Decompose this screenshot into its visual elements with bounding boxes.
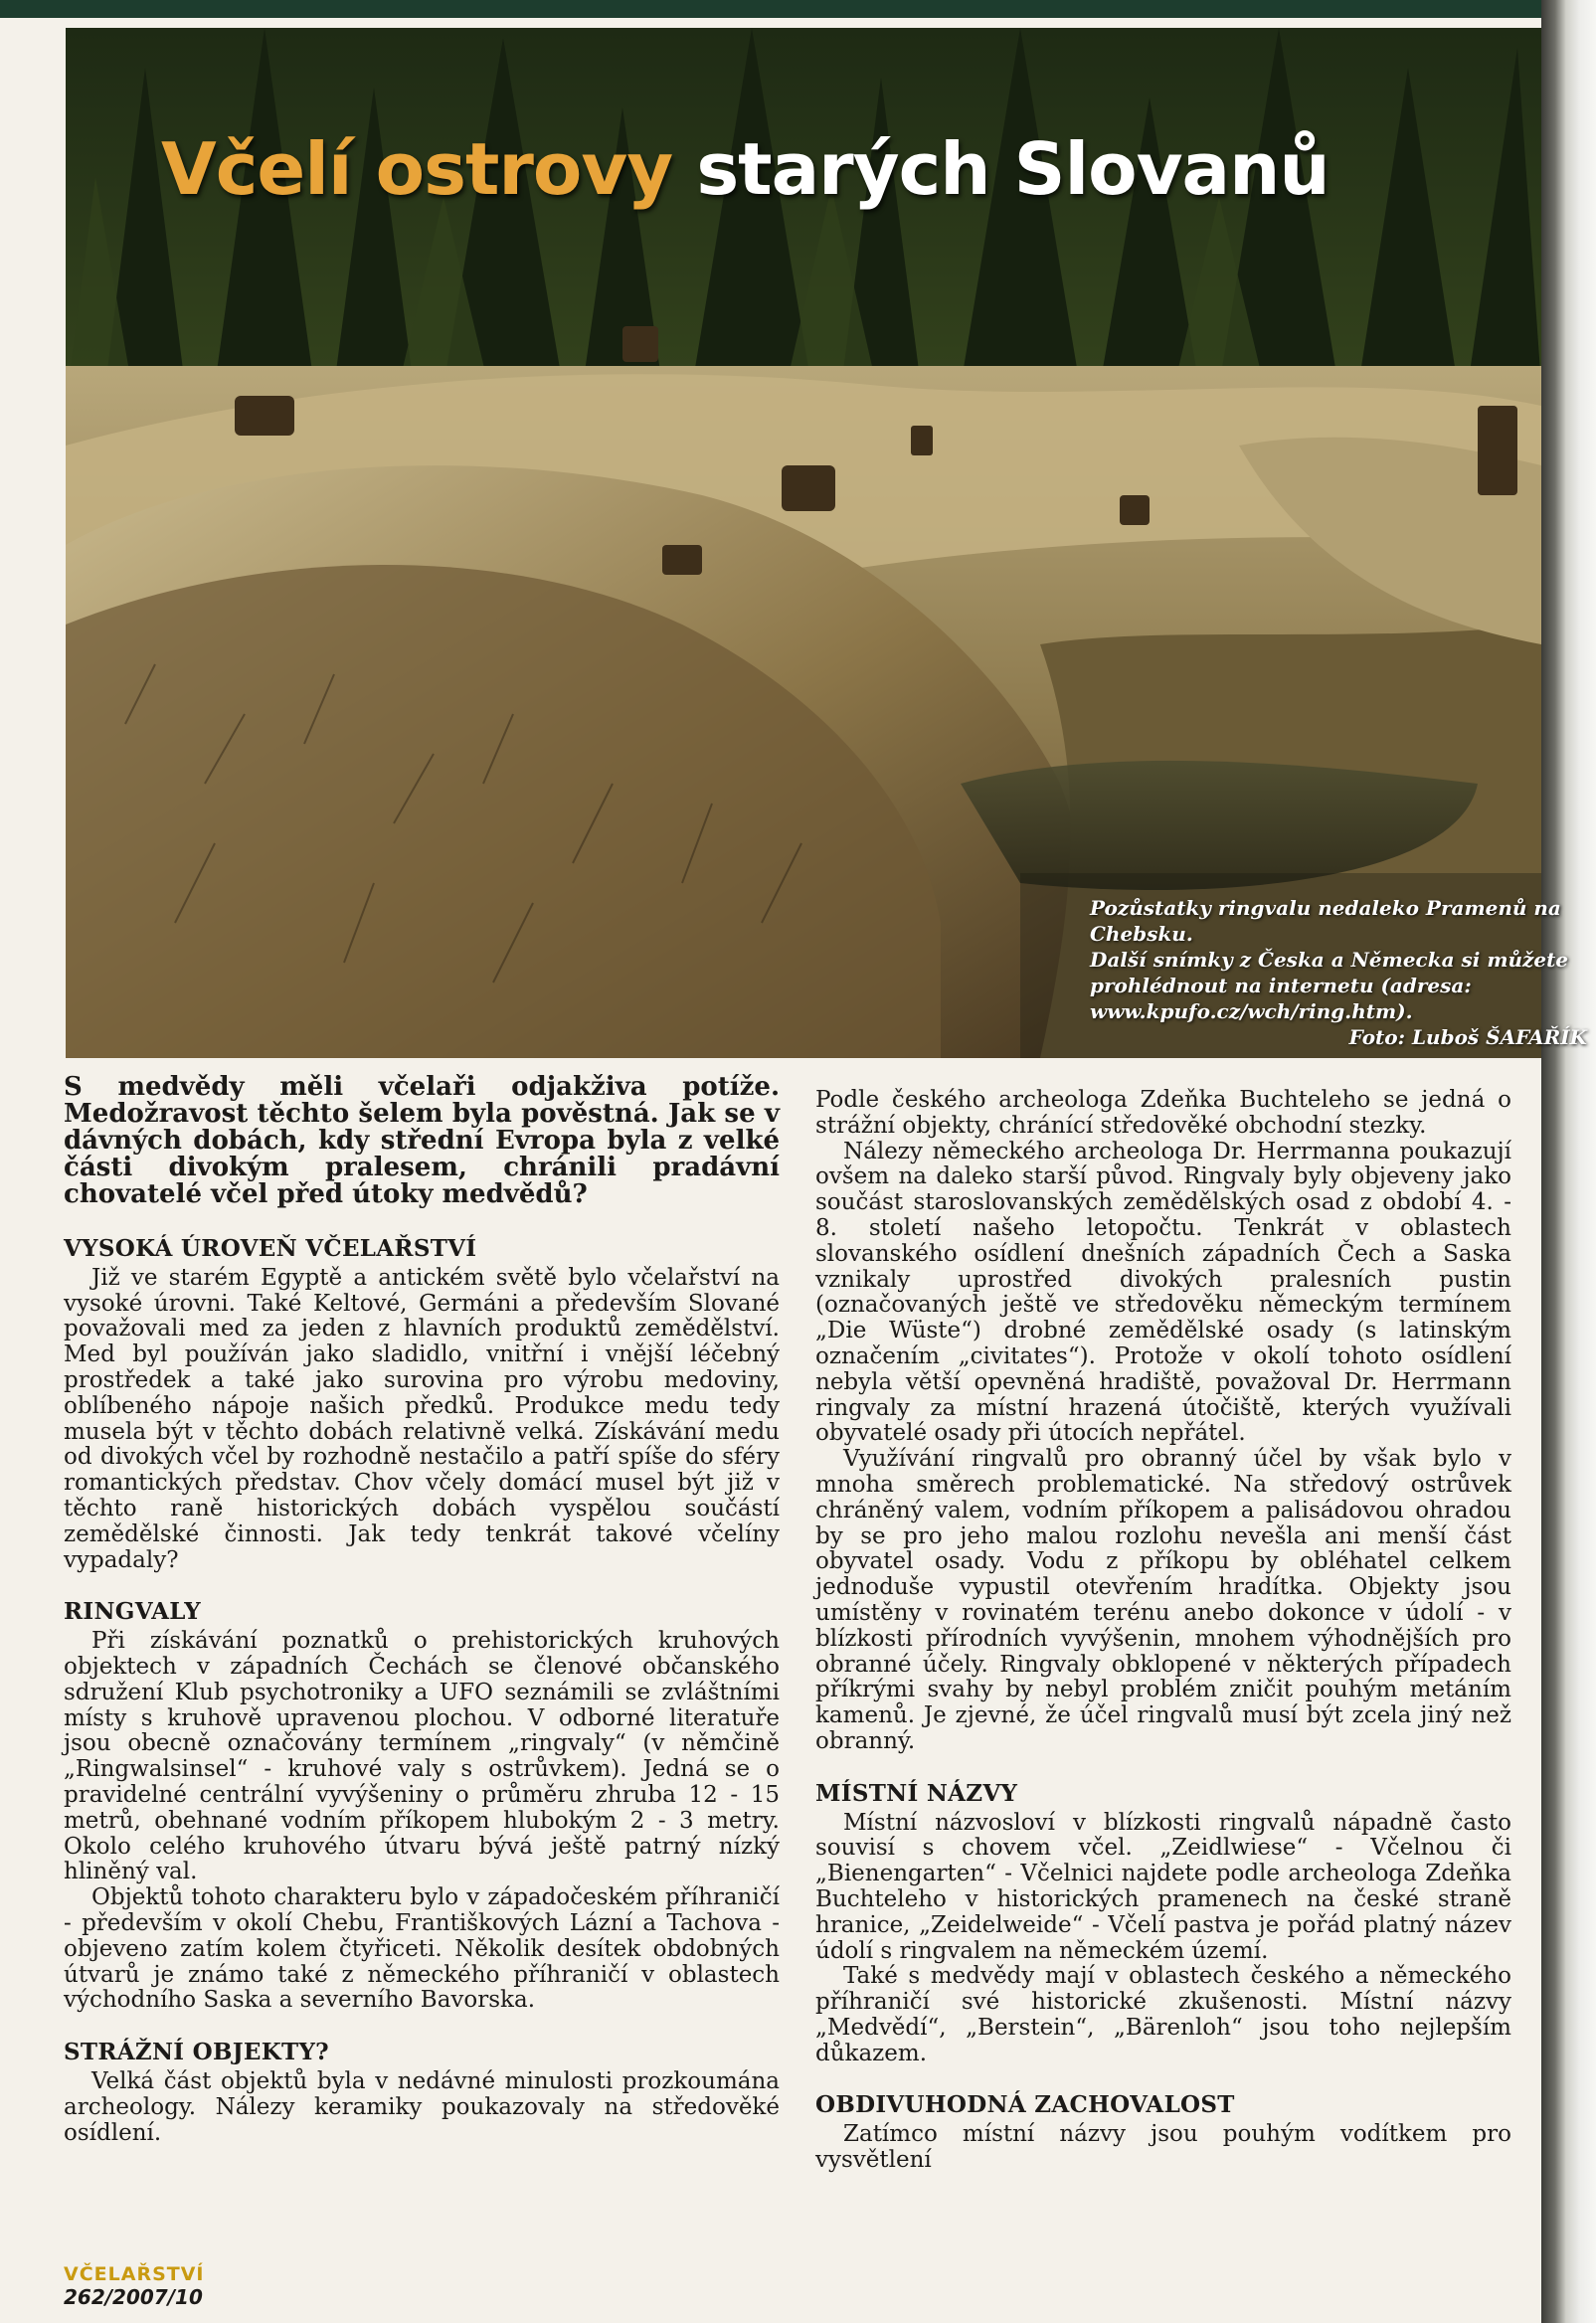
right-column [815, 1088, 1511, 2174]
section-paragraph: Místní názvosloví v blízkosti ringvalů nápadně často souvisí s chovem včel. „Zeidlwiese“ - Včelnou či „Bienengarten“ - Včelnici najdete podle archeologa Zdeňka Buchteleho v historických pramenech na české straně hranice, „Zeidelweide“ - Včelí pastva je pořád platný název údolí s ringvalem na německém území. [815, 1809, 1511, 1964]
title-accent: Včelí ostrovy [161, 127, 673, 211]
section-paragraph: Zatímco místní názvy jsou pouhým vodítkem pro vysvětlení [815, 2121, 1511, 2174]
page-issue-number: 262/2007/10 [64, 2285, 203, 2309]
section-paragraph: Velká část objektů byla v nedávné minulosti prozkoumána archeology. Nálezy keramiky poukazovaly na středověké osídlení. [64, 2067, 780, 2146]
section-paragraph: Nálezy německého archeologa Dr. Herrmanna poukazují ovšem na daleko starší původ. Ringvaly byly objeveny jako součást staroslovanských zemědělských osad z období 4. - 8. století našeho letopočtu. Tenkrát v oblastech slovanského osídlení dnešních západních Čech a Saska vznikaly uprostřed divokých pralesních pustin (označovaných ještě ve středověku německým termínem „Die Wüste“) drobné zemědělské osady (s latinským označením „civitates“). Protože v okolí tohoto osídlení nebyla větší opevněná hradiště, považoval Dr. Herrmann ringvaly za místní hrazená útočiště, kterých využívali obyvatelé osady při útocích nepřátel. [815, 1138, 1511, 1447]
caption-line-2: Další snímky z Česka a Německa si můžete prohlédnout na internetu (adresa: www.kpufo.cz/wch/ring.htm). [1090, 948, 1569, 1023]
title-rest: starých Slovanů [672, 127, 1330, 211]
section-heading: VYSOKÁ ÚROVEŇ VČELAŘSTVÍ [64, 1235, 477, 1262]
section-heading: STRÁŽNÍ OBJEKTY? [64, 2039, 329, 2066]
left-column [64, 1074, 780, 2146]
caption-line-1: Pozůstatky ringvalu nedaleko Pramenů na Chebsku. [1090, 896, 1561, 946]
magazine-name: VČELAŘSTVÍ [64, 2263, 205, 2285]
section-paragraph: Objektů tohoto charakteru bylo v západočeském příhraničí - především v okolí Chebu, Františkových Lázní a Tachova - objeveno zatím kolem čtyřiceti. Několik desítek obdobných útvarů je známo také z německého příhraničí v oblastech východního Saska a severního Bavorska. [64, 1884, 780, 2014]
section-heading: MÍSTNÍ NÁZVY [815, 1779, 1018, 1807]
section-paragraph: Také s medvědy mají v oblastech českého a německého příhraničí své historické zkušenosti. Místní názvy „Medvědí“, „Berstein“, „Bärenloh“ jsou toho nejlepším důkazem. [815, 1963, 1511, 2066]
section-paragraph: Již ve starém Egyptě a antickém světě bylo včelařství na vysoké úrovni. Také Keltové, Germáni a především Slované považovali med za jeden z hlavních produktů zemědělství. Med byl používán jako sladidlo, vnitřní i vnější léčebný prostředek a také jako surovina pro výrobu medoviny, oblíbeného nápoje našich předků. Produkce medu tedy musela být v těchto dobách relativně velká. Získávání medu od divokých včel by rozhodně nestačilo a patří spíše do sféry romantických představ. Chov včely domácí musel být již v těchto raně historických dobách vyspělou součástí zemědělské činnosti. Jak tedy tenkrát takové včelíny vypadaly? [64, 1264, 780, 1573]
photo-caption [1090, 895, 1587, 1050]
article-title [161, 127, 1330, 211]
section-heading: RINGVALY [64, 1598, 201, 1626]
photo-credit: Foto: Luboš ŠAFAŘÍK [1348, 1025, 1587, 1049]
page-binding-edge [1541, 0, 1596, 2323]
section-paragraph: Při získávání poznatků o prehistorických kruhových objektech v západních Čechách se členové občanského sdružení Klub psychotroniky a UFO seznámili se zvláštními místy s kruhově upravenou plochou. V odborné literatuře jsou obecně označovány termínem „ringvaly“ (v němčině „Ringwalsinsel“ - kruhové valy s ostrůvkem). Jedná se o pravidelné centrální vyvýšeniny o průměru zhruba 12 - 15 metrů, obehnané vodním příkopem hlubokým 2 - 3 metry. Okolo celého kruhového útvaru bývá ještě patrný nízký hliněný val. [64, 1628, 780, 1885]
article-photo [66, 28, 1587, 1058]
section-paragraph: Využívání ringvalů pro obranný účel by však bylo v mnoha směrech problematické. Na středový ostrůvek chráněný valem, vodním příkopem a palisádovou ohradou by se pro jeho malou rozlohu nevešla ani menší část obyvatel osady. Vodu z příkopu by obléhatel celkem jednoduše vypustil otevřením hradítka. Objekty jsou umístěny v rovinatém terénu anebo dokonce v údolí - v blízkosti přírodních vyvýšenin, mnohem výhodnějších pro obranné účely. Ringvaly obklopené v některých případech příkrými svahy by nebyl problém zničit pouhým metáním kamenů. Je zjevné, že účel ringvalů musí být zcela jiný než obranný. [815, 1446, 1511, 1754]
page-footer [64, 2263, 205, 2309]
article-lead: S medvědy měli včelaři odjakživa potíže. Medožravost těchto šelem byla pověstná. Jak se v dávných dobách, kdy střední Evropa byla z velké části divokým pralesem, chránili pradávní chovatelé včel před útoky medvědů? [64, 1072, 780, 1209]
top-color-bar [0, 0, 1596, 18]
section-paragraph: Podle českého archeologa Zdeňka Buchteleho se jedná o strážní objekty, chránící středověké obchodní stezky. [815, 1087, 1511, 1139]
section-heading: OBDIVUHODNÁ ZACHOVALOST [815, 2091, 1235, 2119]
